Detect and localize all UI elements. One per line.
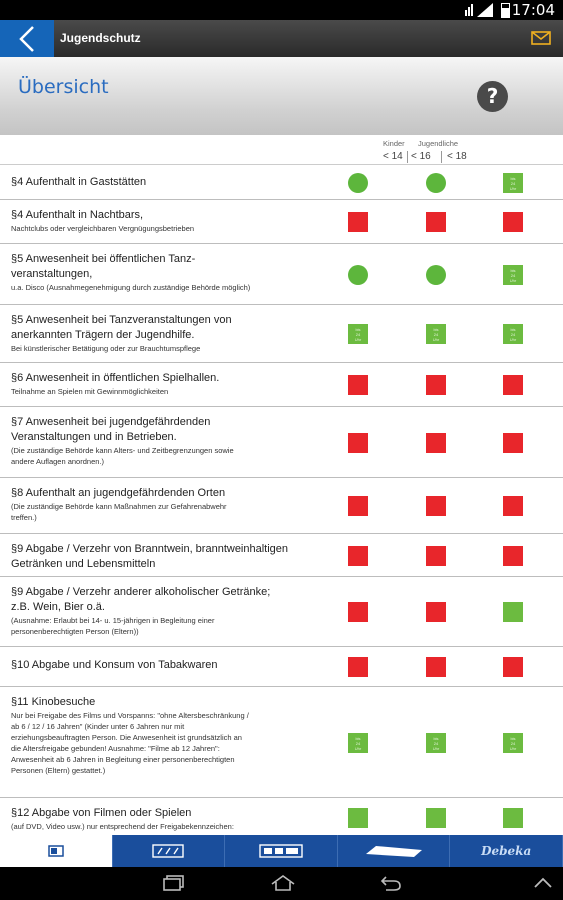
row-subtitle: (Die zuständige Behörde kann Maßnahmen zur Gefahrenabwehr treffen.) — [11, 502, 227, 522]
row-title: §8 Aufenthalt an jugendgefährdenden Orten — [11, 487, 226, 499]
clock: 17:04 — [511, 1, 555, 19]
ticket-icon — [364, 844, 424, 858]
conditional-indicator — [503, 602, 523, 622]
tab-info[interactable] — [338, 835, 451, 867]
column-range-18: < 18 — [447, 151, 467, 162]
column-header — [0, 135, 563, 165]
chevron-left-icon — [18, 25, 36, 53]
forbidden-indicator — [503, 546, 523, 566]
row-title: §12 Abgabe von Filmen oder Spielen — [11, 807, 192, 819]
forbidden-indicator — [503, 375, 523, 395]
table-row[interactable] — [0, 478, 563, 534]
allowed-indicator — [426, 173, 446, 193]
tab-bar — [0, 835, 563, 867]
forbidden-indicator — [503, 212, 523, 232]
table-row[interactable] — [0, 577, 563, 647]
conditional-indicator — [348, 808, 368, 828]
forbidden-indicator — [348, 602, 368, 622]
tab-law-text[interactable] — [225, 835, 338, 867]
forbidden-indicator — [426, 433, 446, 453]
mail-icon[interactable] — [531, 31, 551, 45]
forbidden-indicator — [426, 212, 446, 232]
row-title: §9 Abgabe / Verzehr von Branntwein, branntweinhaltigen Getränken und Lebensmitteln — [11, 543, 289, 570]
column-separator — [407, 151, 408, 163]
row-text — [11, 313, 331, 354]
wifi-icon — [477, 3, 493, 17]
forbidden-indicator — [503, 496, 523, 516]
tab-age-groups[interactable] — [113, 835, 226, 867]
section-title: Übersicht — [18, 76, 109, 98]
overview-banner — [0, 57, 563, 135]
forbidden-indicator — [348, 375, 368, 395]
column-range-16: < 16 — [411, 151, 431, 162]
allowed-indicator — [426, 265, 446, 285]
forbidden-indicator — [348, 212, 368, 232]
tab-overview[interactable] — [0, 835, 113, 867]
row-text — [11, 415, 331, 467]
allowed-indicator — [348, 173, 368, 193]
back-nav-icon[interactable] — [378, 875, 402, 891]
row-text — [11, 371, 331, 397]
forbidden-indicator — [503, 657, 523, 677]
app-header — [0, 20, 563, 57]
time-limit-indicator: bis 24 Uhr — [426, 733, 446, 753]
row-text — [11, 542, 331, 572]
forbidden-indicator — [503, 433, 523, 453]
forbidden-indicator — [426, 602, 446, 622]
row-title: §11 Kinobesuche — [11, 696, 96, 708]
row-text — [11, 486, 331, 523]
row-title: §9 Abgabe / Verzehr anderer alkoholischer Getränke; z.B. Wein, Bier o.ä. — [11, 586, 271, 613]
id-card-icon — [152, 844, 184, 858]
chevron-up-icon[interactable] — [533, 877, 553, 889]
document-icon — [259, 844, 303, 858]
allowed-indicator — [348, 265, 368, 285]
row-text — [11, 806, 331, 832]
forbidden-indicator — [426, 546, 446, 566]
time-limit-indicator: bis 24 Uhr — [348, 324, 368, 344]
row-text — [11, 585, 331, 637]
row-text — [11, 658, 331, 673]
forbidden-indicator — [348, 433, 368, 453]
forbidden-indicator — [426, 375, 446, 395]
row-title: §7 Anwesenheit bei jugendgefährdenden Veranstaltungen und in Betrieben. — [11, 416, 211, 443]
back-button[interactable] — [0, 20, 54, 57]
forbidden-indicator — [348, 496, 368, 516]
forbidden-indicator — [426, 496, 446, 516]
row-title: §10 Abgabe und Konsum von Tabakwaren — [11, 659, 218, 671]
tab-brand[interactable] — [450, 835, 563, 867]
row-text — [11, 695, 331, 776]
time-limit-indicator: bis 24 Uhr — [426, 324, 446, 344]
column-label-kinder: Kinder — [383, 139, 405, 148]
row-subtitle: Nachtclubs oder vergleichbaren Vergnügungsbetrieben — [11, 224, 195, 233]
system-navbar — [0, 867, 563, 900]
row-subtitle: Nur bei Freigabe des Films und Vorspanns: "ohne Altersbeschränkung / ab 6 / 12 / 16 Jahren" (Kinder unter 6 Jahren nur mit erziehungsbeauftragten Person. Die Anwesenheit ist grundsätzlich an die Altersfreigabe gebunden! Ausnahme: "Filme ab 12 Jahren": Anwesenheit ab 6 Jahren in Begleitung einer personenberechtigten Personen (Eltern) gestattet.) — [11, 711, 249, 775]
table-row[interactable] — [0, 200, 563, 244]
row-subtitle: (auf DVD, Video usw.) nur entsprechend der Freigabekennzeichen: — [11, 822, 234, 831]
brand-logo: Debeka — [481, 844, 532, 858]
table-row[interactable] — [0, 647, 563, 687]
row-text — [11, 252, 331, 293]
time-limit-indicator: bis 24 Uhr — [503, 733, 523, 753]
conditional-indicator — [503, 808, 523, 828]
column-range-14: < 14 — [383, 151, 403, 162]
row-title: §5 Anwesenheit bei öffentlichen Tanz- veranstaltungen, — [11, 253, 196, 280]
row-text — [11, 208, 331, 234]
home-icon[interactable] — [270, 875, 296, 891]
time-limit-indicator: bis 24 Uhr — [503, 173, 523, 193]
recent-apps-icon[interactable] — [163, 875, 185, 891]
row-title: §5 Anwesenheit bei Tanzveranstaltungen von anerkannten Trägern der Jugendhilfe. — [11, 314, 232, 341]
table-row[interactable] — [0, 407, 563, 478]
row-subtitle: Teilnahme an Spielen mit Gewinnmöglichkeiten — [11, 387, 169, 396]
table-row[interactable] — [0, 305, 563, 363]
help-icon[interactable]: ? — [477, 81, 508, 112]
page-title: Jugendschutz — [60, 31, 141, 45]
conditional-indicator — [426, 808, 446, 828]
table-row[interactable] — [0, 363, 563, 407]
table-row[interactable] — [0, 165, 563, 200]
status-bar — [0, 0, 563, 20]
time-limit-indicator: bis 24 Uhr — [503, 265, 523, 285]
row-subtitle: (Ausnahme: Erlaubt bei 14- u. 15-jährigen in Begleitung einer personenberechtigten Person (Eltern)) — [11, 616, 215, 636]
forbidden-indicator — [348, 657, 368, 677]
row-subtitle: u.a. Disco (Ausnahmegenehmigung durch zuständige Behörde möglich) — [11, 283, 251, 292]
row-subtitle: Bei künstlerischer Betätigung oder zur Brauchtumspflege — [11, 344, 201, 353]
forbidden-indicator — [426, 657, 446, 677]
battery-icon — [501, 3, 510, 18]
table-row[interactable] — [0, 534, 563, 577]
row-title: §6 Anwesenheit in öffentlichen Spielhallen. — [11, 372, 220, 384]
row-text — [11, 175, 331, 190]
row-title: §4 Aufenthalt in Gaststätten — [11, 176, 147, 188]
table-row[interactable] — [0, 244, 563, 305]
row-title: §4 Aufenthalt in Nachtbars, — [11, 209, 144, 221]
signal-icon — [465, 4, 473, 16]
forbidden-indicator — [348, 546, 368, 566]
book-icon — [46, 844, 66, 858]
table-row[interactable] — [0, 687, 563, 798]
column-separator — [441, 151, 442, 163]
column-label-jugendliche: Jugendliche — [418, 139, 459, 148]
time-limit-indicator: bis 24 Uhr — [348, 733, 368, 753]
time-limit-indicator: bis 24 Uhr — [503, 324, 523, 344]
row-subtitle: (Die zuständige Behörde kann Alters- und Zeitbegrenzungen sowie andere Auflagen anordnen.) — [11, 446, 234, 466]
table-row[interactable] — [0, 798, 563, 838]
